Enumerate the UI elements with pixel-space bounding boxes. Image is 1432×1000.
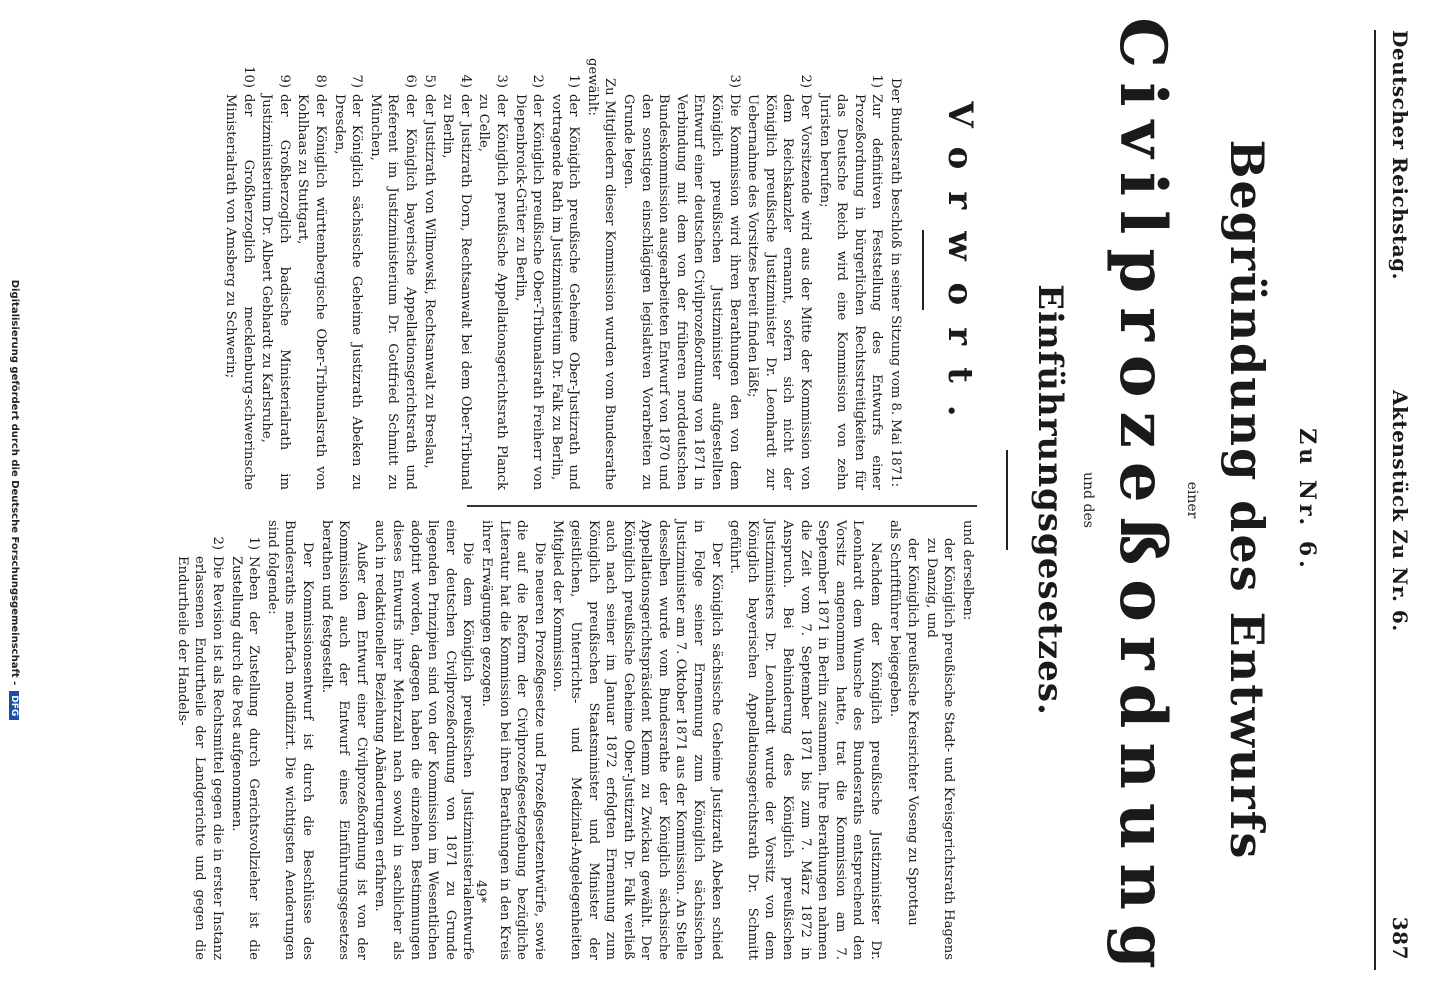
body-paragraph: Die neueren Prozeßgesetze und Prozeßgesetzentwürfe, sowie die auf die Reform der Civilprozeßgesetzgebung bezügliche Literatur hat die Kommission bei ihren Berathungen in den Kreis ihrer Erwägungen gezogen. [478,520,547,960]
member-item: 2) der Königlich preußische Ober-Tribunalsrath Freiherr von Diepenbroick-Grüter zu Berlin, [512,74,546,490]
title-line-3: Einführungsgesetzes. [1030,284,1070,716]
title-line-2: Civilprozeßordnung [1105,17,1180,983]
resolution-item: 2) Der Vorsitzende wird aus der Mitte der Kommission von dem Reichskanzler ernannt, sofern sich nicht der Königlich preußische Justizminister Dr. Leonhardt zur Uebernahme des Vorsitzes bereit finden läßt; [745,74,814,490]
resolution-item: 1) Zur definitiven Feststellung des Entwurfs einer Prozeßordnung in bürgerlichen Rechtsstreitigkeiten für das Deutsche Reich wird eine Kommission von zehn Juristen berufen; [816,74,885,490]
body-paragraph: Der Königlich sächsische Geheime Justizrath Abeken schied in Folge seiner Ernennung zum Königlich sächsischen Justizminister am 7. Oktober 1871 aus der Kommission. An Stelle desselben wurde vom Bundesrathe der Königlich sächsische Appellationsgerichtspräsident Klemm zu Zwickau gewählt. Der Königlich preußische Geheime Ober-Justizrath Dr. Falk verließ auch nach seiner im Januar 1872 erfolgten Ernennung zum Königlich preußischen Staatsminister und Minister der geistlichen, Unterrichts- und Medizinal-Angelegenheiten Mitglied der Kommission. [550,520,724,960]
member-item: 1) der Königlich preußische Geheime Ober-Justizrath und vortragende Rath im Justizministerium Dr. Falk zu Berlin, [548,74,582,490]
header-left: Deutscher Reichstag. [1388,30,1412,281]
body-paragraph: Nachdem der Königlich preußische Justizminister Dr. Leonhardt dem Wunsche des Bundesraths entsprechend den Vorsitz angenommen hatte, trat die Kommission am 7. September 1871 in Berlin zusammen. Ihre Berathungen nahmen die Zeit vom 7. September 1871 bis zum 7. März 1872 in Anspruch. Bei Behinderung des Königlich preußischen Justizministers Dr. Leonhardt wurde der Vorsitz von dem Königlich bayerischen Appellationsgerichtsrath Dr. Schmitt geführt. [727,520,884,960]
member-item: 8) der Königlich württembergische Ober-Tribunalsrath von Kohlhaas zu Stuttgart, [295,74,328,490]
funding-note-text: Digitalisierung gefördert durch die Deutsche Forschungsgemeinschaft - [9,279,20,686]
page-number: 387 [1388,916,1412,960]
section-rule [922,230,924,310]
change-item: 2) Die Revision ist als Rechtsmittel gegen die in erster Instanz erlassenen Endurtheile der Landgerichte und gegen die Endurtheile der Handels- [174,536,226,960]
assistants-tail: als Schriftführer beigegeben. [886,520,902,718]
body-paragraph: Die dem Königlich preußischen Justizministerialentwurfe einer deutschen Civilprozeßordnung von 1871 zu Grunde liegenden Prinzipien sind von der Kommission im Wesentlichen adoptirt worden, dagegen haben die einzelnen Bestimmungen dieses Entwurfs ihrer Mehrzahl nach sowohl in sachlicher als auch in redaktioneller Beziehung Abänderungen erfahren. [372,520,476,960]
change-item: 1) Neben der Zustellung durch Gerichtsvollzieher ist die Zustellung durch die Post aufgenommen. [228,536,262,960]
header-center: Aktenstück Zu Nr. 6. [1388,390,1412,632]
member-item: 3) der Königlich preußische Appellationsgerichtsrath Planck zu Celle, [476,74,509,490]
body-paragraph: Außer dem Entwurf einer Civilprozeßordnung ist von der Kommission auch der Entwurf eines Einführungsgesetzes berathen und festgestellt. [318,520,369,960]
member-item: 9) der Großherzoglich badische Ministerialrath im Justizministerium Dr. Albert Gebhardt zu Karlsruhe, [259,74,292,490]
document-reference: Zu Nr. 6. [1294,428,1320,572]
body-paragraph: Der Kommissionsentwurf ist durch die Beschlüsse des Bundesraths mehrfach modifizirt. Die wichtigsten Aenderungen sind folgende: [264,520,316,960]
resolution-item: 3) Die Kommission wird ihren Berathungen den von dem Königlich preußischen Justizminister aufgestellten Entwurf einer deutschen Civilprozeßordnung von 1871 in Verbindung mit dem von der früheren norddeutschen Bundeskommission ausgearbeiteten Entwurf von 1870 und den sonstigen einschlägigen legislativen Vorarbeiten zu Grunde legen. [621,74,742,490]
title-rule [1006,450,1008,550]
member-item: 5) der Justizrath von Wilmowski, Rechtsanwalt zu Breslau, [421,74,437,469]
member-item: 10) der Großherzoglich mecklenburg-schwerinsche Ministerialrath von Amsberg zu Schwerin; [223,66,256,490]
member-item: 6) der Königlich bayerische Appellationsgerichtsrath und Referent im Justizministerium Dr. Gottfried Schmitt zu München, [367,74,418,490]
title-connector-und-des: und des [1080,472,1096,528]
signature-mark: 49* [473,880,488,904]
member-item: 7) der Königlich sächsische Geheime Justizrath Abeken zu Dresden, [331,74,365,490]
assistant-entry: der Königlich preußische Stadt- und Kreisgerichtsrath Hagens zu Danzig, und [923,538,957,960]
running-header [1382,30,1412,960]
column-divider [467,505,977,507]
title-connector-einer: einer [1184,481,1200,519]
resolution-intro: Der Bundesrath beschloß in seiner Sitzung vom 8. Mai 1871: [888,78,903,488]
dfg-badge: DFG [9,691,19,720]
assistants-lead: und derselben: [960,520,975,621]
header-rule [1374,30,1376,970]
right-column [172,520,976,960]
left-column [220,58,904,490]
funding-note [9,0,20,1000]
members-intro: Zu Mitgliedern dieser Kommission wurden vom Bundesrathe gewählt: [584,58,618,490]
member-item: 4) der Justizrath Dorn, Rechtsanwalt bei dem Ober-Tribunal zu Berlin, [440,74,473,490]
assistant-entry: der Königlich preußische Kreisrichter Voseng zu Sprottau [905,538,921,926]
title-line-1: Begründung des Entwurfs [1220,139,1274,861]
section-heading-vorwort: Vorwort. [940,101,980,439]
